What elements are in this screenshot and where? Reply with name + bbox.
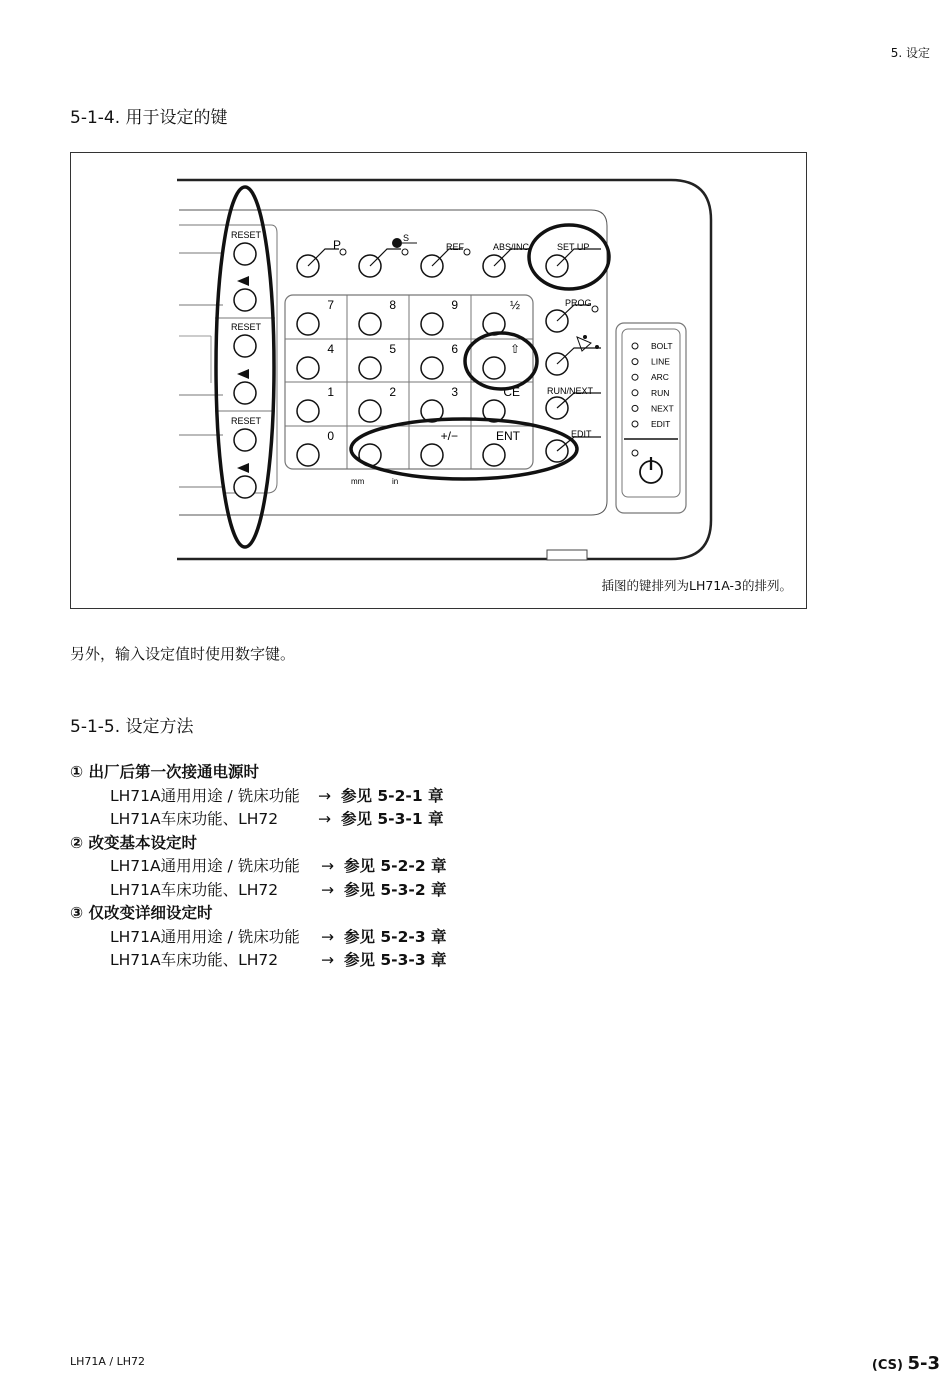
reference-text: 参见 5-2-2 章	[344, 857, 447, 875]
case-reference-row	[110, 925, 447, 947]
mode-led-panel	[616, 323, 686, 513]
numpad-key-label: 4	[327, 342, 334, 356]
mode-led	[632, 390, 638, 396]
numpad-key-label: 5	[389, 342, 396, 356]
reference-text: 参见 5-2-3 章	[344, 927, 447, 946]
svg-text:PROG: PROG	[565, 298, 592, 308]
keypad-illustration	[71, 153, 808, 610]
numpad-key-label: 3	[451, 385, 458, 399]
arrow-icon: →	[318, 810, 331, 828]
mode-led-label: BOLT	[651, 341, 673, 351]
numpad-key	[359, 313, 381, 335]
numpad-key-label: 9	[451, 298, 458, 312]
numpad-key-label: 0	[327, 429, 334, 443]
numpad-key-label: +/−	[440, 429, 458, 443]
mode-led-label: EDIT	[651, 419, 671, 429]
note-text: 另外，输入设定值时使用数字键。	[70, 645, 296, 663]
svg-text:in: in	[392, 477, 399, 486]
numpad-key-label: 7	[327, 298, 334, 312]
numpad-key	[359, 357, 381, 379]
svg-text:ABS/INC: ABS/INC	[493, 242, 530, 252]
figure-caption: 插图的键排列为LH71A-3的排列。	[601, 578, 792, 593]
numpad-key	[297, 313, 319, 335]
model-label: LH71A车床功能、LH72	[110, 951, 279, 969]
numpad-key	[421, 313, 443, 335]
chapter-reference	[321, 854, 447, 876]
svg-text:RESET: RESET	[231, 322, 262, 332]
svg-text:S: S	[403, 233, 410, 243]
numpad-key	[297, 357, 319, 379]
numpad-key-label: ⇧	[509, 342, 520, 356]
section-title-515: 5-1-5. 设定方法	[70, 717, 194, 737]
model-label: LH71A车床功能、LH72	[110, 810, 279, 828]
numpad-key-label: 6	[451, 342, 458, 356]
mode-led	[632, 343, 638, 349]
case-heading: ② 改变基本设定时	[70, 833, 198, 852]
chapter-reference	[318, 784, 444, 806]
mode-led-label: RUN	[651, 387, 670, 398]
case-reference-row	[110, 854, 447, 876]
reset-key-column	[215, 230, 275, 498]
footer-model: LH71A / LH72	[70, 1355, 146, 1368]
svg-text:SET UP: SET UP	[557, 242, 590, 252]
numpad-key	[359, 400, 381, 422]
numpad-key-label: 1	[327, 385, 334, 399]
svg-text:REF: REF	[446, 242, 464, 252]
numpad-key	[297, 444, 319, 466]
reference-text: 参见 5-3-2 章	[344, 880, 447, 899]
case-heading: ① 出厂后第一次接通电源时	[70, 763, 260, 781]
reference-text: 参见 5-3-3 章	[344, 951, 447, 969]
chapter-reference	[321, 878, 447, 900]
numpad-key-label: CE	[503, 385, 520, 399]
mode-led	[632, 405, 638, 411]
svg-text:RESET: RESET	[231, 416, 262, 426]
chapter-reference	[321, 948, 447, 970]
page-prefix: (CS)	[871, 1358, 903, 1373]
numpad-key-label: 2	[389, 385, 396, 399]
model-label: LH71A通用用途 / 铣床功能	[110, 857, 300, 875]
svg-text:P: P	[333, 238, 342, 252]
side-keys	[546, 298, 601, 462]
arrow-icon: →	[321, 927, 334, 946]
section-title-514: 5-1-4. 用于设定的键	[70, 108, 228, 128]
svg-text:RUN/NEXT: RUN/NEXT	[547, 386, 594, 396]
chapter-header: 5. 设定	[890, 46, 930, 60]
mode-led-label: ARC	[651, 372, 669, 383]
top-function-keys	[297, 233, 601, 277]
chapter-reference	[321, 925, 447, 947]
arrow-icon: →	[318, 786, 331, 805]
numpad-key	[483, 357, 505, 379]
page-number-value: 5-3	[907, 1353, 940, 1374]
mode-led	[632, 359, 638, 365]
numpad-key	[421, 444, 443, 466]
numpad-key	[421, 357, 443, 379]
svg-text:mm: mm	[351, 477, 365, 486]
numpad-key-label: ½	[509, 298, 520, 312]
reference-text: 参见 5-2-1 章	[341, 786, 444, 805]
case-reference-row	[110, 878, 447, 900]
model-label: LH71A通用用途 / 铣床功能	[110, 927, 300, 946]
figure-box	[70, 152, 807, 609]
page-number	[872, 1353, 940, 1374]
numpad-key	[297, 400, 319, 422]
case-reference-row	[110, 784, 444, 806]
arrow-icon: →	[321, 857, 334, 875]
numpad-key-label: ENT	[496, 429, 520, 443]
case-reference-row	[110, 948, 447, 970]
svg-text:EDIT: EDIT	[571, 429, 592, 439]
mode-led	[632, 374, 638, 380]
model-label: LH71A车床功能、LH72	[110, 880, 279, 899]
model-label: LH71A通用用途 / 铣床功能	[110, 786, 300, 805]
case-heading: ③ 仅改变详细设定时	[70, 904, 213, 922]
arrow-icon: →	[321, 951, 334, 969]
svg-text:RESET: RESET	[231, 230, 262, 240]
mode-led	[632, 421, 638, 427]
mode-led-label: NEXT	[651, 403, 674, 414]
numpad-key-label: 8	[389, 298, 396, 312]
case-reference-row	[110, 807, 444, 829]
numpad-key	[483, 444, 505, 466]
arrow-icon: →	[321, 880, 334, 899]
chapter-reference	[318, 807, 444, 829]
reference-text: 参见 5-3-1 章	[341, 810, 444, 828]
mode-led-label: LINE	[651, 356, 670, 367]
